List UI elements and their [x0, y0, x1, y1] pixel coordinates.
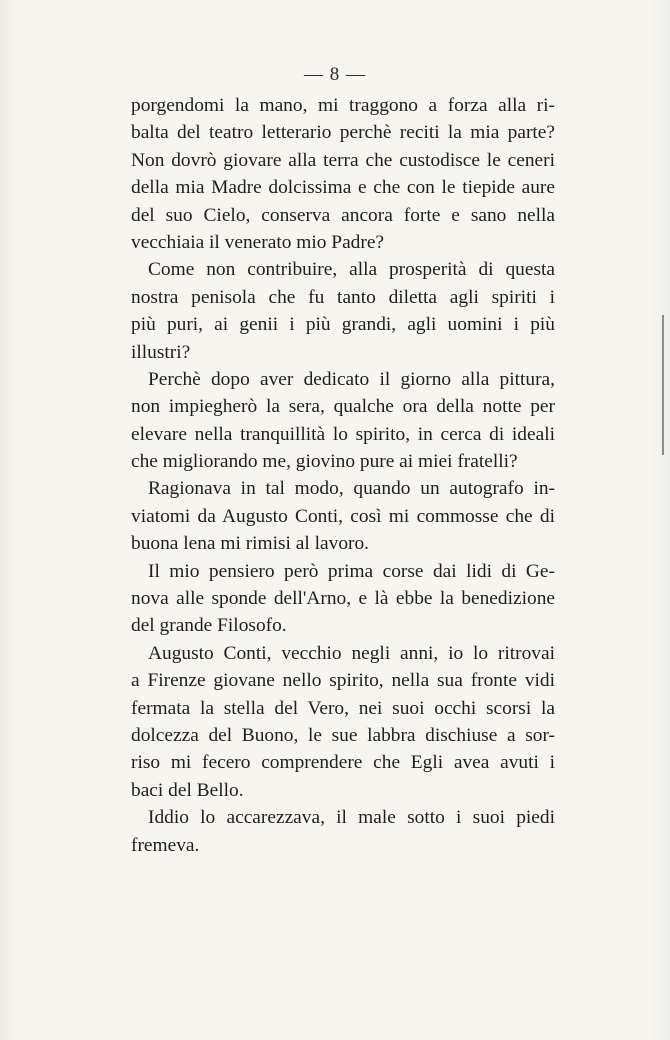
text-line: viatomi da Augusto Conti, così mi commosse che di: [131, 505, 555, 527]
text-line: nova alle sponde dell'Arno, e là ebbe la benedizione: [131, 588, 555, 610]
text-line: dolcezza del Buono, le sue labbra dischiuse a sor-: [131, 724, 555, 746]
text-line: fremeva.: [131, 834, 200, 856]
text-line: elevare nella tranquillità lo spirito, in cerca di ideali: [131, 423, 555, 445]
text-line: vecchiaia il venerato mio Padre?: [131, 231, 385, 253]
text-line: Perchè dopo aver dedicato il giorno alla pittura,: [148, 368, 555, 390]
text-line: fermata la stella del Vero, nei suoi occhi scorsi la: [131, 697, 555, 719]
body-text: [131, 92, 555, 859]
text-line: illustri?: [131, 341, 191, 363]
text-line: porgendomi la mano, mi traggono a forza alla ri-: [131, 95, 555, 116]
text-line: del suo Cielo, conserva ancora forte e sano nella: [131, 204, 555, 226]
text-line: non impiegherò la sera, qualche ora della notte per: [131, 396, 555, 418]
text-line: Iddio lo accarezzava, il male sotto i suoi piedi: [148, 807, 555, 829]
text-line: Il mio pensiero però prima corse dai lidi di Ge-: [148, 560, 555, 582]
text-line: della mia Madre dolcissima e che con le tiepide aure: [131, 177, 555, 199]
text-line: baci del Bello.: [131, 779, 244, 801]
text-line: Non dovrò giovare alla terra che custodisce le ceneri: [131, 149, 555, 171]
text-line: riso mi fecero comprendere che Egli avea avuti i: [131, 752, 555, 774]
text-line: a Firenze giovane nello spirito, nella sua fronte vidi: [131, 670, 555, 692]
page-number: — 8 —: [304, 64, 366, 85]
text-line: Augusto Conti, vecchio negli anni, io lo ritrovai: [148, 642, 555, 664]
binding-edge-mark: [662, 315, 664, 455]
text-line: balta del teatro letterario perchè reciti la mia parte?: [131, 122, 555, 144]
text-line: più puri, ai genii i più grandi, agli uomini i più: [131, 314, 555, 336]
text-line: che migliorando me, giovino pure ai miei fratelli?: [131, 451, 518, 473]
text-line: Come non contribuire, alla prosperità di questa: [148, 259, 555, 281]
text-line: del grande Filosofo.: [131, 615, 287, 637]
text-line: Ragionava in tal modo, quando un autografo in-: [148, 478, 555, 500]
text-line: nostra penisola che fu tanto diletta agli spiriti i: [131, 286, 555, 308]
text-line: buona lena mi rimisi al lavoro.: [131, 533, 370, 555]
